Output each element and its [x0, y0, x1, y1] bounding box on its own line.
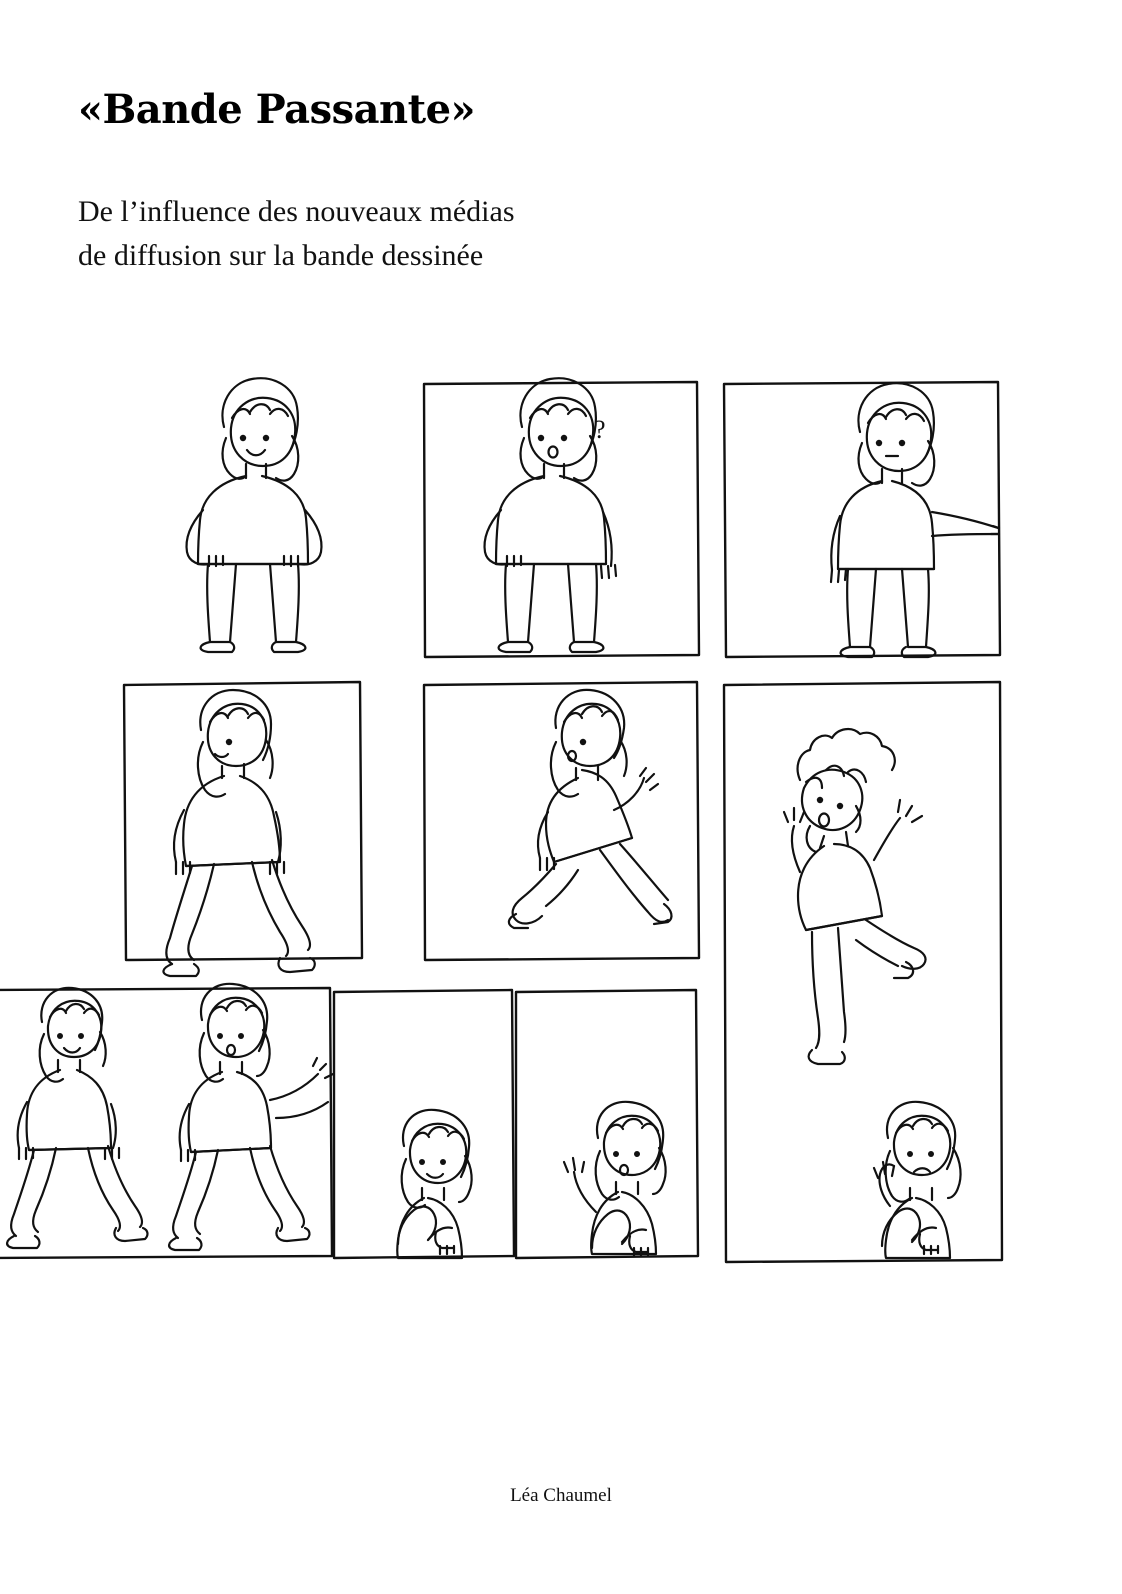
figure-falling-arms-up — [784, 729, 926, 1064]
page-subtitle-line-1: De l’influence des nouveaux médias — [78, 195, 515, 228]
figure-sitting-waving — [564, 1102, 666, 1256]
panel-5-frame — [424, 682, 699, 960]
figure-sitting-neutral — [397, 1110, 471, 1258]
figure-running — [509, 690, 672, 928]
figure-standing-smiling — [187, 378, 322, 652]
figure-pushing-wall — [169, 984, 333, 1250]
page-title: «Bande Passante» — [78, 86, 476, 133]
panel-7-frame — [0, 988, 332, 1258]
figure-walking-smiling — [7, 988, 147, 1248]
panel-3-frame — [724, 382, 1000, 657]
page-subtitle-line-2: de diffusion sur la bande dessinée — [78, 238, 484, 272]
comic-artwork — [0, 360, 1122, 1280]
panel-8a-frame — [334, 990, 514, 1258]
panel-4-frame — [124, 682, 362, 960]
panel-7 — [0, 984, 333, 1258]
panel-8b-frame — [516, 990, 698, 1258]
figure-touching-panel-edge — [831, 383, 999, 657]
panel-5 — [424, 682, 699, 960]
panel-9 — [874, 1102, 961, 1258]
panel-3 — [724, 382, 1000, 657]
panel-2-question-mark: ? — [594, 415, 606, 444]
comic-strip — [0, 360, 1122, 1280]
panel-2 — [424, 378, 699, 657]
panel-2-frame — [424, 382, 699, 657]
page-subtitle — [78, 190, 515, 277]
figure-walking — [163, 690, 314, 976]
panel-4 — [124, 682, 362, 976]
figure-sitting-sad — [874, 1102, 961, 1258]
panel-8 — [334, 990, 698, 1258]
author-credit: Léa Chaumel — [510, 1485, 612, 1506]
panel-1 — [187, 378, 322, 652]
